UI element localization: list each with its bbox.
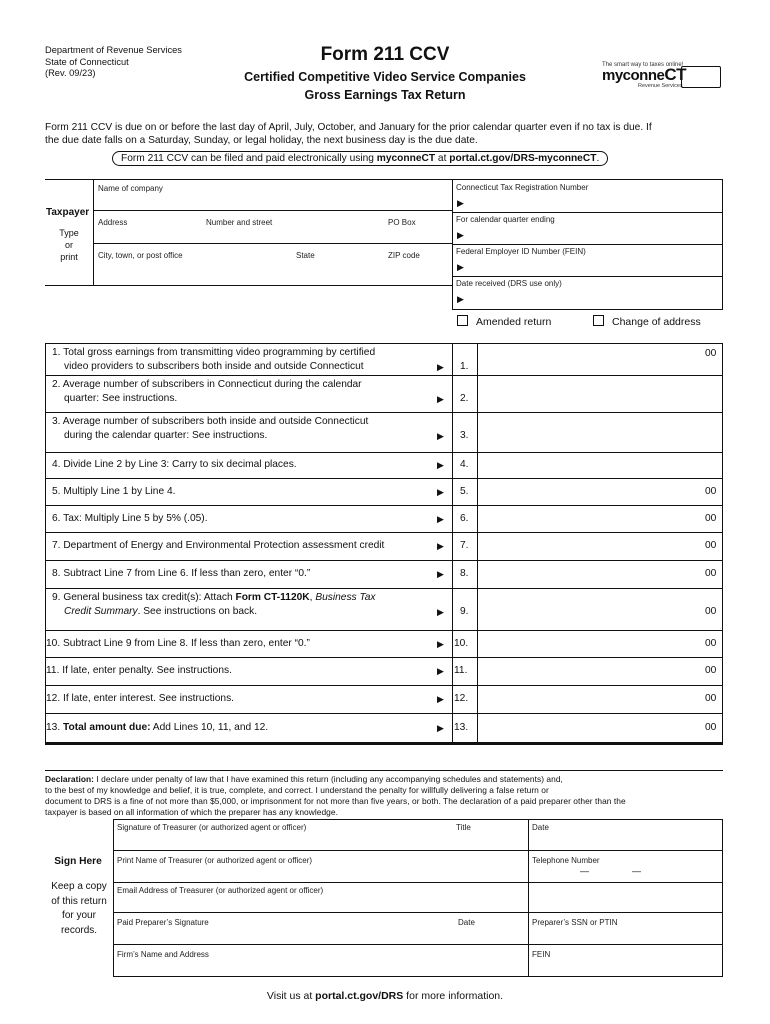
line-10-amount-field[interactable] [479, 632, 696, 655]
line-10-cents: 00 [705, 637, 717, 649]
sign-bottom-border [113, 976, 723, 977]
line-6-cents: 00 [705, 512, 717, 524]
email-label: Email Address of Treasurer (or authorized agent or officer) [117, 886, 324, 895]
line-row-divider [45, 532, 723, 533]
line-3-description [52, 415, 368, 443]
line-9-description [52, 591, 376, 619]
change-of-address-checkbox[interactable] [593, 315, 604, 326]
firm-fein-label: FEIN [532, 950, 551, 959]
company-name-field[interactable] [96, 195, 450, 209]
taxpayer-outer-right [722, 179, 723, 310]
line-row-divider [45, 685, 723, 686]
line-6-number: 6. [460, 512, 469, 524]
type-label: Type [59, 228, 79, 238]
line-1-cents: 00 [705, 348, 717, 359]
keep-line3: for your [62, 910, 96, 921]
tax-registration-label: Connecticut Tax Registration Number [456, 183, 589, 192]
line-4-text1: 4. Divide Line 2 by Line 3: Carry to six decimal places. [52, 459, 297, 470]
notice-end: . [596, 153, 600, 164]
title-label: Title [456, 823, 471, 832]
line-4-number: 4. [460, 459, 469, 470]
line-6-description [52, 512, 208, 526]
intro-line2: the due date falls on a Saturday, Sunday, or legal holiday, the next business day is the due date. [45, 134, 478, 146]
taxpayer-bottom-border [45, 285, 453, 286]
taxpayer-top-border [45, 179, 723, 180]
line-11-arrow: ▶ [437, 666, 444, 676]
line-11-amount-field[interactable] [479, 659, 696, 683]
logo-ct-text: CT [664, 65, 687, 84]
keep-line2: of this return [51, 895, 107, 907]
amended-return-option[interactable] [457, 315, 551, 328]
line-row-divider [45, 505, 723, 506]
line-2-amount-field[interactable] [479, 377, 696, 410]
telephone-field[interactable] [530, 866, 720, 881]
fein-arrow: ▶ [457, 262, 464, 272]
declaration-heading: Declaration: [45, 774, 95, 784]
change-of-address-option[interactable] [593, 315, 701, 328]
fein-field[interactable] [470, 260, 720, 274]
firm-name-label: Firm’s Name and Address [117, 950, 209, 959]
line-4-arrow: ▶ [437, 460, 444, 470]
preparer-ssn-label: Preparer’s SSN or PTIN [532, 918, 618, 927]
notice-mid: at [435, 153, 450, 164]
quarter-ending-field[interactable] [470, 228, 720, 242]
sign-top-border [113, 819, 723, 820]
lines-right-border [722, 343, 723, 742]
street-label: Number and street [206, 218, 273, 227]
line-13-rest: Add Lines 10, 11, and 12. [150, 721, 269, 733]
line-6-arrow: ▶ [437, 513, 444, 524]
line-12-description [46, 692, 234, 706]
line-7-description [52, 539, 384, 553]
line-row-divider [45, 452, 723, 453]
line-7-cents: 00 [705, 540, 717, 551]
line-row-divider [45, 630, 723, 631]
line-1-amount-field[interactable] [479, 345, 696, 373]
line-2-text1: 2. Average number of subscribers in Connecticut during the calendar [52, 379, 362, 390]
notice-brand: myconneCT [376, 153, 436, 164]
line-9-segment: . See instructions on back. [137, 606, 258, 617]
preparer-signature-field[interactable] [115, 928, 525, 943]
sign-left-border [113, 819, 114, 977]
address-row-divider [94, 243, 452, 244]
line-10-number: 10. [454, 637, 469, 649]
firm-fein-field[interactable] [530, 960, 720, 975]
city-label: City, town, or post office [98, 251, 183, 260]
line-10-arrow: ▶ [437, 638, 444, 649]
line-11-cents: 00 [705, 665, 717, 676]
line-13-bold: Total amount due: [63, 721, 151, 733]
line-5-description [52, 485, 175, 499]
sign-date-field[interactable] [530, 833, 720, 849]
line-3-text1: 3. Average number of subscribers both inside and outside Connecticut [52, 416, 369, 427]
telephone-label: Telephone Number [532, 856, 600, 865]
footer-url[interactable]: portal.ct.gov/DRS [315, 990, 404, 1002]
line-8-cents: 00 [705, 568, 717, 579]
sign-row3-divider [113, 912, 723, 913]
lines-left-border [45, 343, 46, 742]
state-label: State [296, 251, 315, 260]
date-received-arrow: ▶ [457, 294, 464, 304]
line-9-segment: Business Tax [315, 592, 376, 603]
line-3-arrow: ▶ [437, 431, 444, 441]
quarter-row-divider [452, 244, 722, 245]
line-13-amount-field[interactable] [479, 715, 696, 740]
keep-line1: Keep a copy [51, 881, 107, 892]
line-5-amount-field[interactable] [479, 480, 696, 503]
line-13-arrow: ▶ [437, 722, 444, 733]
footer-suffix: for more information. [403, 990, 504, 1002]
line-4-amount-field[interactable] [479, 454, 696, 476]
line-row-divider [45, 657, 723, 658]
print-name-label: Print Name of Treasurer (or authorized agent or officer) [117, 856, 313, 865]
or-label: or [64, 240, 73, 250]
line-3-amount-field[interactable] [479, 414, 696, 450]
intro-line1: Form 211 CCV is due on or before the last day of April, July, October, and January for the prior calendar quarter even if no tax is due. If [45, 122, 652, 133]
line-3-number: 3. [460, 430, 469, 441]
lines-top-border [45, 343, 723, 344]
line-4-description [52, 458, 297, 472]
line-1-number: 1. [460, 361, 469, 372]
line-2-number: 2. [460, 393, 469, 404]
line-2-text2: quarter: See instructions. [64, 393, 178, 404]
line-11-text1: 11. If late, enter penalty. See instructions. [46, 665, 232, 676]
footer [0, 990, 770, 1002]
line-13-description [46, 721, 268, 735]
declaration-top-rule [45, 770, 723, 771]
line-12-number: 12. [454, 693, 469, 704]
line-5-arrow: ▶ [437, 486, 444, 497]
lines-double-bottom [45, 744, 723, 745]
print-name-field[interactable] [115, 866, 525, 881]
address-label: Address [98, 218, 128, 227]
treasurer-signature-field[interactable] [115, 833, 525, 849]
sign-right-border [722, 819, 723, 977]
declaration-line3: document to DRS is a fine of not more than $5,000, or imprisonment for not more than five years, or both. The declaration of a paid preparer other than the [45, 796, 626, 806]
preparer-signature-label: Paid Preparer’s Signature [117, 918, 209, 927]
line-6-text1: 6. Tax: Multiply Line 5 by 5% (.05). [52, 512, 208, 524]
line-13-prefix: 13. [46, 721, 63, 733]
line-6-amount-field[interactable] [479, 507, 696, 530]
firm-name-field[interactable] [115, 960, 525, 975]
city-state-zip-field[interactable] [96, 262, 450, 282]
sign-row4-divider [113, 944, 723, 945]
line-9-segment: Credit Summary [64, 606, 138, 617]
notice-prefix: Form 211 CCV can be filed and paid electronically using [121, 153, 377, 164]
declaration-line2: to the best of my knowledge and belief, it is true, complete, and correct. I understand the penalty for willfully delivering a false return or [45, 785, 549, 795]
notice-url[interactable]: portal.ct.gov/DRS-myconneCT [449, 153, 597, 164]
phone-dash2: — [632, 866, 641, 876]
quarter-ending-arrow: ▶ [457, 230, 464, 240]
subtitle-line1: Certified Competitive Video Service Companies [244, 70, 526, 84]
amended-return-label: Amended return [476, 316, 552, 328]
line-9-segment: 9. General business tax credit(s): Attach [52, 592, 236, 603]
keep-copy-note [45, 880, 113, 938]
logo-subtext: Revenue Services [638, 83, 683, 89]
type-or-print-label [45, 227, 93, 263]
declaration [45, 774, 725, 818]
tax-registration-arrow: ▶ [457, 198, 464, 208]
line-11-description [46, 664, 232, 678]
line-5-cents: 00 [705, 485, 717, 497]
myconnect-logo [602, 62, 722, 94]
line-10-text1: 10. Subtract Line 9 from Line 8. If less than zero, enter “0.” [46, 637, 310, 649]
line-9-segment: Form CT-1120K [235, 592, 310, 603]
declaration-body1: I declare under penalty of law that I have examined this return (including any accompanying schedules and statements) and, [94, 774, 563, 784]
line-8-amount-field[interactable] [479, 562, 696, 586]
company-name-label: Name of company [98, 184, 163, 193]
line-row-divider [45, 588, 723, 589]
form-title: Form 211 CCV [320, 44, 450, 65]
ct-state-outline-icon [681, 66, 721, 88]
line-9-amount-field[interactable] [479, 590, 696, 628]
line-9-text1 [52, 591, 376, 605]
line-13-number: 13. [454, 721, 469, 733]
line-1-text1: 1. Total gross earnings from transmitting video programming by certified [52, 347, 376, 358]
taxpayer-label: Taxpayer [46, 207, 90, 218]
zip-label: ZIP code [388, 251, 420, 260]
preparer-date-label: Date [458, 918, 475, 927]
fein-label: Federal Employer ID Number (FEIN) [456, 247, 586, 256]
line-row-divider [45, 560, 723, 561]
line-9-arrow: ▶ [437, 607, 444, 617]
preparer-ssn-field[interactable] [530, 928, 720, 943]
electronic-filing-notice [112, 151, 608, 166]
line-8-text1: 8. Subtract Line 7 from Line 6. If less than zero, enter “0.” [52, 568, 311, 579]
po-box-label: PO Box [388, 218, 416, 227]
print-label: print [60, 252, 78, 262]
fein-row-divider [452, 276, 722, 277]
amended-return-checkbox[interactable] [457, 315, 468, 326]
line-row-divider [45, 713, 723, 714]
lines-amount-divider [477, 343, 478, 742]
taxpayer-left-divider [93, 179, 94, 285]
quarter-ending-label: For calendar quarter ending [456, 215, 555, 224]
treasurer-signature-label: Signature of Treasurer (or authorized agent or officer) [117, 823, 307, 832]
line-11-number: 11. [454, 665, 468, 676]
line-12-amount-field[interactable] [479, 687, 696, 711]
declaration-line1 [45, 774, 725, 785]
line-7-amount-field[interactable] [479, 534, 696, 558]
line-12-cents: 00 [705, 693, 717, 704]
line-2-arrow: ▶ [437, 394, 444, 404]
line-12-text1: 12. If late, enter interest. See instructions. [46, 693, 235, 704]
intro-text [45, 122, 735, 147]
line-row-divider [45, 375, 723, 376]
line-8-description [52, 567, 310, 581]
lines-num-divider [452, 343, 453, 742]
line-1-text2: video providers to subscribers both inside and outside Connecticut [64, 361, 364, 372]
line-1-arrow: ▶ [437, 362, 444, 372]
subtitle-line2: Gross Earnings Tax Return [304, 88, 466, 102]
line-10-description [46, 637, 310, 651]
sign-row1-divider [113, 850, 723, 851]
line-13-cents: 00 [705, 721, 717, 733]
line-9-cents: 00 [705, 606, 717, 617]
line-2-description [52, 378, 362, 406]
email-field[interactable] [115, 896, 720, 911]
keep-line4: records. [60, 924, 98, 936]
dept-line2: State of Connecticut [45, 56, 129, 67]
line-1-description [52, 346, 375, 374]
sign-date-label: Date [532, 823, 549, 832]
line-8-arrow: ▶ [437, 569, 444, 579]
line-7-arrow: ▶ [437, 541, 444, 551]
line-9-segment: , [309, 592, 316, 603]
tax-registration-field[interactable] [470, 196, 720, 210]
date-received-label: Date received (DRS use only) [456, 279, 562, 288]
declaration-line4: taxpayer is based on all information of which the preparer has any knowledge. [45, 807, 338, 817]
sign-row2-divider [113, 882, 723, 883]
address-field[interactable] [96, 228, 450, 242]
logo-main-text: myconne [602, 67, 665, 84]
line-3-text2: during the calendar quarter: See instructions. [64, 430, 268, 441]
received-row-divider [452, 309, 722, 310]
line-12-arrow: ▶ [437, 694, 444, 704]
line-7-number: 7. [460, 540, 469, 551]
name-row-divider [94, 210, 452, 211]
line-9-text2 [52, 605, 376, 619]
line-5-text1: 5. Multiply Line 1 by Line 4. [52, 485, 176, 497]
logo-tagline: The smart way to taxes online! [602, 62, 684, 68]
revision-date: (Rev. 09/23) [45, 68, 96, 78]
reg-row-divider [452, 212, 722, 213]
line-7-text1: 7. Department of Energy and Environmental Protection assessment credit [52, 540, 385, 551]
phone-dash1: — [580, 866, 589, 876]
line-5-number: 5. [460, 485, 469, 497]
line-row-divider [45, 412, 723, 413]
sign-here-label: Sign Here [54, 856, 102, 867]
line-9-number: 9. [460, 606, 469, 617]
line-row-divider [45, 478, 723, 479]
change-of-address-label: Change of address [612, 316, 701, 328]
dept-line1: Department of Revenue Services [45, 45, 182, 55]
line-8-number: 8. [460, 568, 469, 579]
footer-prefix: Visit us at [266, 990, 316, 1002]
